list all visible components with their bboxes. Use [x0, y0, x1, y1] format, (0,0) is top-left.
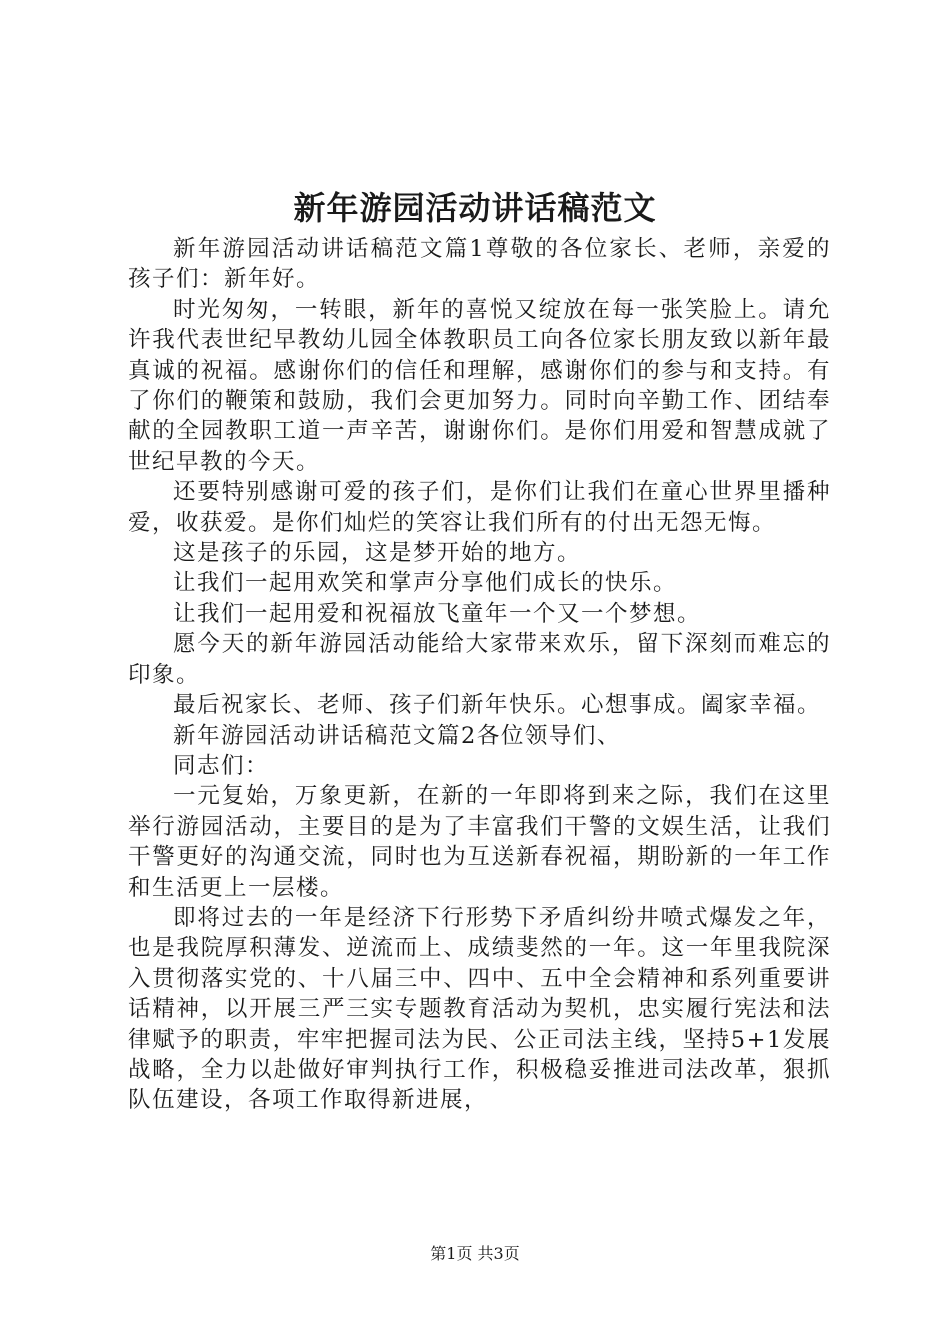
paragraph-10: 同志们：: [173, 752, 270, 779]
document-title: 新年游园活动讲话稿范文: [293, 189, 657, 227]
paragraph-8: 最后祝家长、老师、孩子们新年快乐。心想事成。阖家幸福。: [173, 692, 822, 719]
paragraph-12: 即将过去的一年是经济下行形势下矛盾纠纷井喷式爆发之年，也是我院厚积薄发、逆流而上、成绩斐然的一年。这一年里我院深入贯彻落实党的、十八届三中、四中、五中全会精神和系列重要讲话精神，以开展三严三实专题教育活动为契机，忠实履行宪法和法律赋予的职责，牢牢把握司法为民、公正司法主线，坚持5+1发展战略，全力以赴做好审判执行工作，积极稳妥推进司法改革，狠抓队伍建设，各项工作取得新进展，: [128, 904, 831, 1114]
paragraph-11: 一元复始，万象更新，在新的一年即将到来之际，我们在这里举行游园活动，主要目的是为了丰富我们干警的文娱生活，让我们干警更好的沟通交流，同时也为互送新春祝福，期盼新的一年工作和生活更上一层楼。: [128, 783, 831, 901]
paragraph-9: 新年游园活动讲话稿范文篇2各位领导们、: [173, 722, 621, 749]
paragraph-7: 愿今天的新年游园活动能给大家带来欢乐，留下深刻而难忘的印象。: [128, 631, 831, 688]
paragraph-6: 让我们一起用爱和祝福放飞童年一个又一个梦想。: [173, 600, 702, 627]
paragraph-4: 这是孩子的乐园，这是梦开始的地方。: [173, 540, 582, 567]
paragraph-2: 时光匆匆，一转眼，新年的喜悦又绽放在每一张笑脸上。请允许我代表世纪早教幼儿园全体教职员工向各位家长朋友致以新年最真诚的祝福。感谢你们的信任和理解，感谢你们的参与和支持。有了你们的鞭策和鼓励，我们会更加努力。同时向辛勤工作、团结奉献的全园教职工道一声辛苦，谢谢你们。是你们用爱和智慧成就了世纪早教的今天。: [128, 296, 831, 475]
paragraph-5: 让我们一起用欢笑和掌声分享他们成长的快乐。: [173, 570, 678, 597]
document-body: [128, 234, 831, 1116]
paragraph-3: 还要特别感谢可爱的孩子们，是你们让我们在童心世界里播种爱，收获爱。是你们灿烂的笑容让我们所有的付出无怨无悔。: [128, 479, 831, 536]
paragraph-1: 新年游园活动讲话稿范文篇1尊敬的各位家长、老师，亲爱的孩子们：新年好。: [128, 236, 831, 293]
page-footer: 第1页 共3页: [430, 1244, 520, 1263]
